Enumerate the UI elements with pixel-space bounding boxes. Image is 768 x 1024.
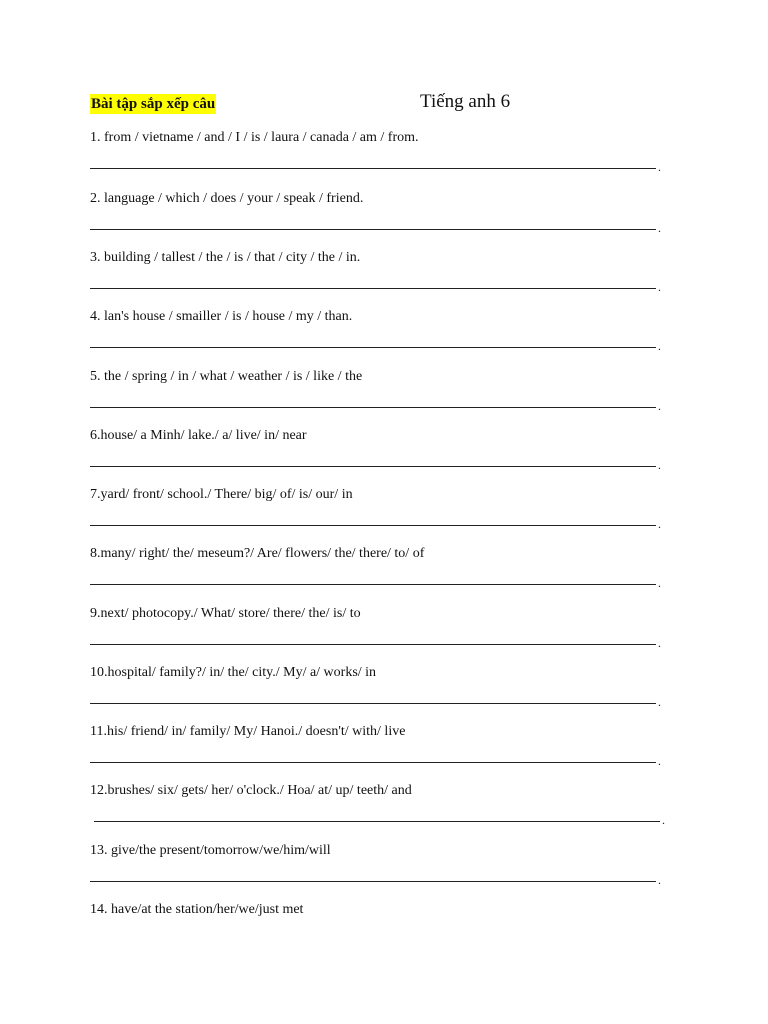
exercise-8	[90, 545, 670, 590]
exercise-7	[90, 486, 670, 531]
answer-line[interactable]	[90, 873, 661, 887]
exercise-prompt: 13. give/the present/tomorrow/we/him/will	[90, 843, 331, 858]
answer-line[interactable]	[90, 636, 661, 650]
answer-end-mark: .	[658, 339, 661, 353]
exercise-prompt: 7.yard/ front/ school./ There/ big/ of/ is/ our/ in	[90, 487, 353, 502]
answer-line[interactable]	[90, 458, 661, 472]
exercise-prompt: 1. from / vietname / and / I / is / laura / canada / am / from.	[90, 130, 419, 145]
exercise-12	[90, 782, 670, 827]
exercise-prompt: 5. the / spring / in / what / weather / is / like / the	[90, 369, 363, 384]
answer-line[interactable]	[90, 754, 661, 768]
exercise-3	[90, 249, 670, 294]
exercise-prompt: 11.his/ friend/ in/ family/ My/ Hanoi./ doesn't/ with/ live	[90, 724, 406, 739]
answer-line[interactable]	[90, 695, 661, 709]
exercise-5	[90, 368, 670, 413]
answer-end-mark: .	[658, 399, 661, 413]
answer-end-mark: .	[658, 754, 661, 768]
exercise-prompt: 3. building / tallest / the / is / that / city / the / in.	[90, 250, 361, 265]
exercise-2	[90, 190, 670, 235]
exercise-14	[90, 901, 670, 919]
answer-line[interactable]	[90, 339, 661, 353]
worksheet-header	[90, 91, 690, 118]
answer-line[interactable]	[90, 576, 661, 590]
answer-end-mark: .	[658, 458, 661, 472]
answer-line[interactable]	[90, 399, 661, 413]
answer-end-mark: .	[658, 517, 661, 531]
exercise-prompt: 12.brushes/ six/ gets/ her/ o'clock./ Hoa/ at/ up/ teeth/ and	[90, 783, 412, 798]
exercise-prompt: 4. lan's house / smailler / is / house / my / than.	[90, 309, 353, 324]
answer-end-mark: .	[658, 280, 661, 294]
exercise-prompt: 2. language / which / does / your / speak / friend.	[90, 191, 364, 206]
exercise-4	[90, 308, 670, 353]
exercise-prompt: 10.hospital/ family?/ in/ the/ city./ My/ a/ works/ in	[90, 665, 377, 680]
answer-line[interactable]	[90, 517, 661, 531]
exercise-6	[90, 427, 670, 472]
exercise-13	[90, 842, 670, 887]
exercise-10	[90, 664, 670, 709]
exercise-prompt: 14. have/at the station/her/we/just met	[90, 902, 304, 917]
answer-end-mark: .	[658, 221, 661, 235]
answer-end-mark: .	[662, 813, 665, 827]
answer-end-mark: .	[658, 695, 661, 709]
answer-end-mark: .	[658, 636, 661, 650]
exercise-prompt: 9.next/ photocopy./ What/ store/ there/ the/ is/ to	[90, 606, 361, 621]
exercise-prompt: 8.many/ right/ the/ meseum?/ Are/ flowers/ the/ there/ to/ of	[90, 546, 425, 561]
worksheet-title: Bài tập sắp xếp câu	[91, 96, 216, 112]
answer-end-mark: .	[658, 873, 661, 887]
exercise-9	[90, 605, 670, 650]
answer-line[interactable]	[90, 280, 661, 294]
exercise-prompt: 6.house/ a Minh/ lake./ a/ live/ in/ near	[90, 428, 307, 443]
answer-line[interactable]	[94, 813, 665, 827]
answer-line[interactable]	[90, 221, 661, 235]
exercise-11	[90, 723, 670, 768]
exercise-1	[90, 129, 670, 174]
subject-title: Tiếng anh 6	[420, 91, 511, 112]
answer-end-mark: .	[658, 576, 661, 590]
answer-line[interactable]	[90, 160, 661, 174]
answer-end-mark: .	[658, 160, 661, 174]
